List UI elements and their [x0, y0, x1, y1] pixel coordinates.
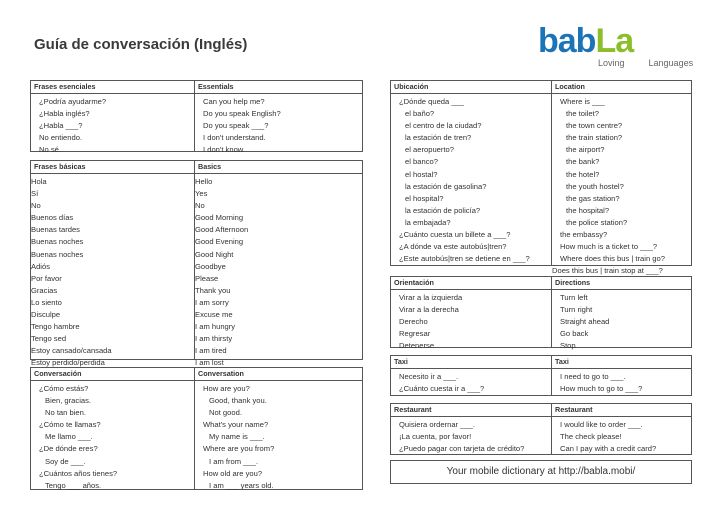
phrase-item: Yes: [195, 189, 208, 199]
phrase-item: I would like to order ___.: [560, 420, 643, 429]
phrase-item: How old are you?: [203, 468, 263, 478]
location-section: [390, 80, 692, 276]
phrase-item: I am thirsty: [195, 334, 233, 344]
section-header-en: Location: [552, 81, 692, 94]
basics-section: [30, 160, 363, 368]
phrase-item: Good Morning: [195, 213, 244, 223]
phrase-item: Sí: [31, 189, 39, 199]
phrase-item: Can you help me?: [203, 97, 265, 106]
phrase-item: la estación de policía?: [405, 205, 481, 215]
phrase-item: ¿Dónde queda ___: [399, 97, 465, 106]
phrase-item: the hotel?: [566, 169, 600, 179]
phrase-item: the town centre?: [566, 121, 623, 131]
phrase-item: the embassy?: [560, 230, 608, 240]
phrase-item: Can I pay with a credit card?: [560, 444, 657, 454]
restaurant-section: [390, 403, 692, 455]
phrase-item: The check please!: [560, 432, 622, 442]
phrase-item: Good Night: [195, 249, 234, 259]
phrase-item: Please: [195, 273, 219, 283]
phrase-item: How much to go to ___?: [560, 384, 643, 394]
phrase-item: Do you speak English?: [203, 109, 281, 119]
phrase-item: Detenerse: [399, 341, 435, 351]
phrase-item: Me llamo ___.: [45, 432, 93, 442]
section-header-en: Basics: [195, 161, 363, 174]
phrase-item: Por favor: [31, 273, 62, 283]
phrase-item: Bien, gracias.: [45, 396, 92, 406]
section-header-en: Restaurant: [552, 404, 692, 417]
phrase-item: ¿Cuánto cuesta ir a ___?: [399, 384, 485, 394]
phrase-item: I am lost: [195, 358, 224, 368]
phrase-item: Thank you: [195, 285, 231, 295]
phrase-item: I am from ___.: [209, 456, 258, 466]
phrase-item: Turn left: [560, 293, 588, 302]
phrase-item: ¿Cuántos años tienes?: [39, 468, 118, 478]
phrase-item: the bank?: [566, 157, 600, 167]
phrase-item: el hospital?: [405, 193, 444, 203]
phrase-item: the toilet?: [566, 109, 599, 119]
footer-link-text: Your mobile dictionary at http://babla.mobi/: [446, 466, 636, 477]
phrase-item: la estación de gasolina?: [405, 181, 487, 191]
logo-wordmark: babLa: [538, 22, 634, 60]
phrase-item: ¡La cuenta, por favor!: [399, 432, 472, 442]
phrase-item: I need to go to ___.: [560, 372, 626, 381]
phrase-item: el baño?: [405, 109, 435, 119]
phrase-item: ¿Habla ___?: [39, 121, 83, 131]
phrase-item: Hola: [31, 177, 47, 186]
phrase-item: Go back: [560, 329, 589, 339]
phrase-item: ¿Cómo te llamas?: [39, 420, 101, 430]
babla-logo: [538, 24, 708, 70]
phrase-item: Tengo ___ años.: [45, 480, 102, 490]
taxi-section: [390, 355, 692, 396]
section-header-en: Taxi: [552, 356, 692, 369]
phrase-item: el centro de la ciudad?: [405, 121, 482, 131]
phrase-item: Hello: [195, 177, 213, 186]
directions-section: [390, 276, 692, 351]
phrase-item: Do you speak ___?: [203, 121, 269, 131]
phrase-item: the hospital?: [566, 205, 610, 215]
phrase-item: Where does this bus | train go?: [560, 254, 665, 264]
phrase-item: Where is ___: [560, 97, 605, 106]
phrase-item: Soy de ___.: [45, 456, 86, 466]
section-header-en: Directions: [552, 277, 692, 290]
phrase-item: Virar a la izquierda: [399, 293, 463, 302]
phrase-item: Good, thank you.: [209, 396, 267, 406]
essentials-section: [30, 80, 363, 155]
phrase-item: Turn right: [560, 305, 593, 315]
phrase-item: the train station?: [566, 133, 623, 143]
phrase-item: Goodbye: [195, 261, 226, 271]
phrase-item: Good Afternoon: [195, 225, 249, 235]
phrase-item: What's your name?: [203, 420, 269, 430]
phrase-item: Quisiera ordernar ___.: [399, 420, 475, 429]
phrase-item: el hostal?: [405, 169, 438, 179]
phrase-item: I am ___ years old.: [209, 480, 274, 490]
section-header-en: Conversation: [195, 368, 363, 381]
phrase-item: Tengo hambre: [31, 322, 80, 332]
phrase-item: Estoy perdido/perdida: [31, 358, 105, 368]
phrase-item: Virar a la derecha: [399, 305, 459, 315]
phrase-item: I am sorry: [195, 297, 229, 307]
conversation-section: [30, 367, 363, 490]
section-header-es: Taxi: [391, 356, 551, 369]
phrase-item: Regresar: [399, 329, 431, 339]
phrase-item: How are you?: [203, 384, 250, 393]
phrase-item: Buenas noches: [31, 249, 84, 259]
phrase-item: ¿A dónde va este autobús|tren?: [399, 242, 507, 252]
phrase-item: la estación de tren?: [405, 133, 472, 143]
phrase-item: Does this bus | train stop at ___?: [552, 266, 663, 276]
phrase-item: Disculpe: [31, 310, 61, 320]
phrase-item: My name is ___.: [209, 432, 265, 442]
section-header-en: Essentials: [195, 81, 363, 94]
phrase-item: Buenas noches: [31, 237, 84, 247]
phrase-item: I am tired: [195, 346, 227, 356]
phrase-item: Buenos días: [31, 213, 74, 223]
section-header-es: Frases básicas: [31, 161, 194, 174]
phrase-item: the airport?: [566, 145, 605, 155]
phrase-item: I don't know.: [203, 145, 245, 155]
phrase-item: Gracias: [31, 285, 58, 295]
phrase-item: Necesito ir a ___.: [399, 372, 459, 381]
section-header-es: Conversación: [31, 368, 194, 381]
phrase-item: No tan bien.: [45, 408, 86, 418]
phrase-item: ¿Puedo pagar con tarjeta de crédito?: [399, 444, 525, 454]
section-header-es: Orientación: [391, 277, 551, 290]
phrase-item: No entiendo.: [39, 133, 83, 143]
phrase-item: Good Evening: [195, 237, 244, 247]
phrase-item: la embajada?: [405, 217, 451, 227]
phrase-item: I am hungry: [195, 322, 236, 332]
phrase-item: Buenas tardes: [31, 225, 80, 235]
section-header-es: Frases esenciales: [31, 81, 194, 94]
phrase-item: the gas station?: [566, 193, 620, 203]
phrase-item: el aeropuerto?: [405, 145, 454, 155]
phrase-item: Adiós: [31, 261, 50, 271]
logo-tagline: Loving Languages: [598, 58, 694, 68]
section-header-es: Ubicación: [391, 81, 551, 94]
section-header-es: Restaurant: [391, 404, 551, 417]
page-title: Guía de conversación (Inglés): [34, 36, 248, 53]
phrase-item: ¿Cuánto cuesta un billete a ___?: [399, 230, 511, 240]
phrase-item: No sé.: [39, 145, 61, 155]
phrase-item: How much is a ticket to ___?: [560, 242, 658, 252]
phrase-item: ¿Cómo estás?: [39, 384, 89, 393]
phrase-item: No: [31, 201, 41, 211]
phrase-item: Tengo sed: [31, 334, 67, 344]
phrase-item: ¿Habla inglés?: [39, 109, 90, 119]
phrase-item: Derecho: [399, 317, 428, 327]
phrase-item: Estoy cansado/cansada: [31, 346, 112, 356]
phrase-item: Straight ahead: [560, 317, 610, 327]
phrase-item: Excuse me: [195, 310, 233, 320]
phrase-item: I don't understand.: [203, 133, 266, 143]
phrase-item: Stop: [560, 341, 576, 351]
phrase-item: Lo siento: [31, 297, 62, 307]
phrase-item: ¿Podría ayudarme?: [39, 97, 107, 106]
phrase-item: Not good.: [209, 408, 242, 418]
phrase-item: Where are you from?: [203, 444, 275, 454]
phrase-item: No: [195, 201, 205, 211]
phrase-item: the youth hostel?: [566, 181, 624, 191]
phrase-item: el banco?: [405, 157, 438, 167]
phrase-item: ¿Este autobús|tren se detiene en ___?: [399, 254, 530, 264]
footer-banner: [390, 460, 692, 484]
phrase-item: ¿De dónde eres?: [39, 444, 98, 454]
phrase-item: the police station?: [566, 217, 628, 227]
